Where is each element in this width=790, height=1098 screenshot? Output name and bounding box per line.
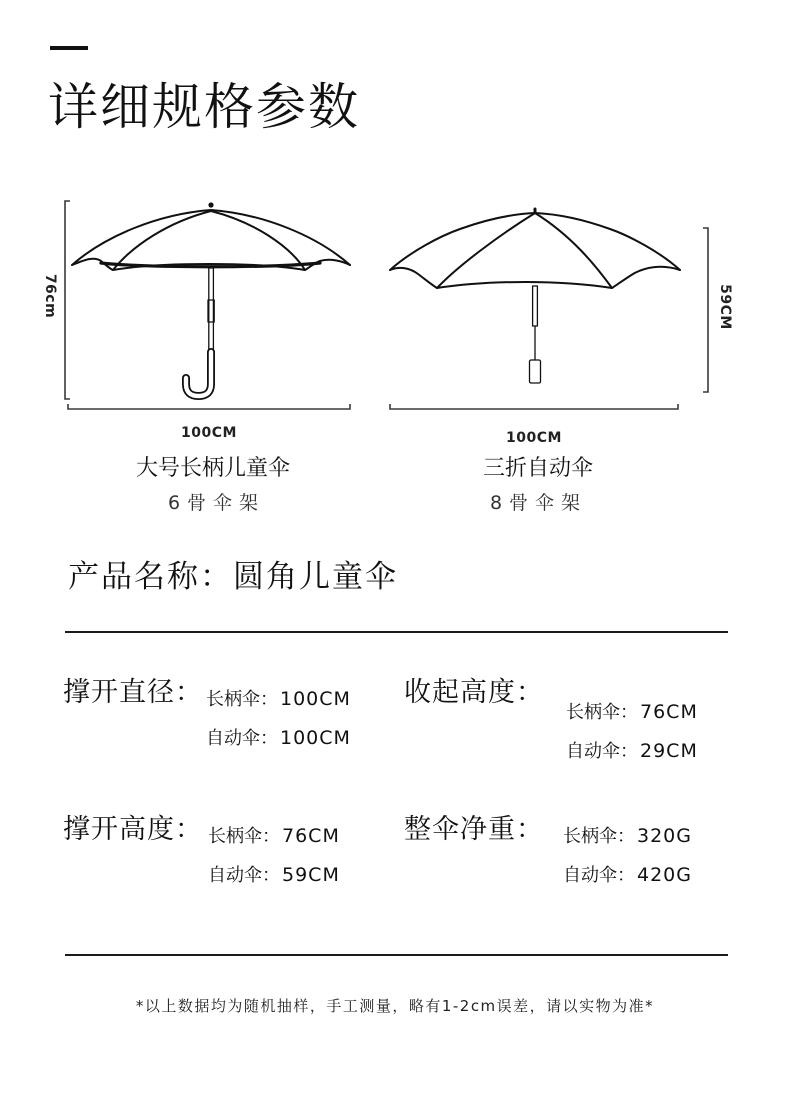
long-umbrella-top-knob <box>208 202 213 207</box>
long-umbrella-width-dimension <box>68 404 350 409</box>
long-umbrella-ribs: 6骨伞架 <box>167 492 266 514</box>
umbrella-diagram-area <box>0 190 790 460</box>
folding-umbrella-canopy-outline <box>390 213 680 270</box>
folding-umbrella-width-dimension <box>390 404 678 409</box>
spec-row <box>566 693 698 732</box>
folding-umbrella-height-dimension <box>703 228 708 392</box>
folding-umbrella-handle <box>530 360 541 383</box>
spec-row-type: 长柄伞： <box>563 826 635 847</box>
spec-row-value: 320G <box>637 825 692 847</box>
spec-row-value: 100CM <box>280 688 351 710</box>
spec-row <box>566 732 698 771</box>
divider-top <box>65 631 728 633</box>
spec-row-value: 100CM <box>280 727 351 749</box>
spec-open-diameter-values <box>206 680 351 758</box>
spec-row <box>206 719 351 758</box>
long-umbrella-shaft <box>209 268 214 354</box>
spec-net-weight-label: 整伞净重： <box>404 814 544 845</box>
long-umbrella-drawing <box>72 202 350 396</box>
spec-row-value: 29CM <box>640 740 698 762</box>
product-name-value: 圆角儿童伞 <box>233 559 398 595</box>
folding-umbrella-name: 三折自动伞 <box>482 456 593 481</box>
spec-row <box>563 817 692 856</box>
long-umbrella-canopy-outline <box>72 210 350 265</box>
folding-umbrella-shaft <box>533 286 538 326</box>
long-umbrella-handle <box>186 352 211 396</box>
spec-row-type: 自动伞： <box>208 865 280 886</box>
long-umbrella-name: 大号长柄儿童伞 <box>135 456 290 481</box>
folding-umbrella-rib <box>535 213 612 288</box>
folding-umbrella-ribs: 8骨伞架 <box>489 492 588 514</box>
long-umbrella-rib <box>211 211 305 270</box>
long-umbrella-rib <box>113 211 211 270</box>
spec-folded-height-values <box>566 693 698 771</box>
spec-row-value: 76CM <box>282 825 340 847</box>
footnote: *以上数据均为随机抽样，手工测量，略有1-2cm误差，请以实物为准* <box>135 997 655 1015</box>
spec-row-value: 420G <box>637 864 692 886</box>
long-umbrella-width-label: 100CM <box>181 425 237 441</box>
spec-row <box>208 817 340 856</box>
spec-row-value: 59CM <box>282 864 340 886</box>
spec-row-value: 76CM <box>640 701 698 723</box>
product-name-label: 产品名称： <box>68 559 233 595</box>
spec-row <box>563 856 692 895</box>
long-umbrella-height-dimension <box>65 201 70 399</box>
folding-umbrella-height-label: 59CM <box>717 284 733 330</box>
spec-net-weight-values <box>563 817 692 895</box>
spec-row-type: 自动伞： <box>566 741 638 762</box>
folding-umbrella-canopy-hem <box>390 267 680 288</box>
divider-bottom <box>65 954 728 956</box>
spec-open-height-label: 撑开高度： <box>63 814 203 845</box>
spec-row-type: 长柄伞： <box>566 702 638 723</box>
spec-row <box>206 680 351 719</box>
spec-open-diameter-label: 撑开直径： <box>63 677 203 708</box>
long-umbrella-height-label: 76cm <box>42 273 58 319</box>
product-name <box>68 557 398 597</box>
folding-umbrella-width-label: 100CM <box>506 430 562 446</box>
top-accent-bar <box>50 46 88 50</box>
spec-row-type: 自动伞： <box>206 728 278 749</box>
spec-row-type: 自动伞： <box>563 865 635 886</box>
spec-row-type: 长柄伞： <box>206 689 278 710</box>
page-title: 详细规格参数 <box>48 78 360 136</box>
folding-umbrella-rib <box>437 213 535 288</box>
spec-open-height-values <box>208 817 340 895</box>
spec-row <box>208 856 340 895</box>
spec-folded-height-label: 收起高度： <box>404 677 544 708</box>
spec-row-type: 长柄伞： <box>208 826 280 847</box>
folding-umbrella-drawing <box>390 209 680 383</box>
